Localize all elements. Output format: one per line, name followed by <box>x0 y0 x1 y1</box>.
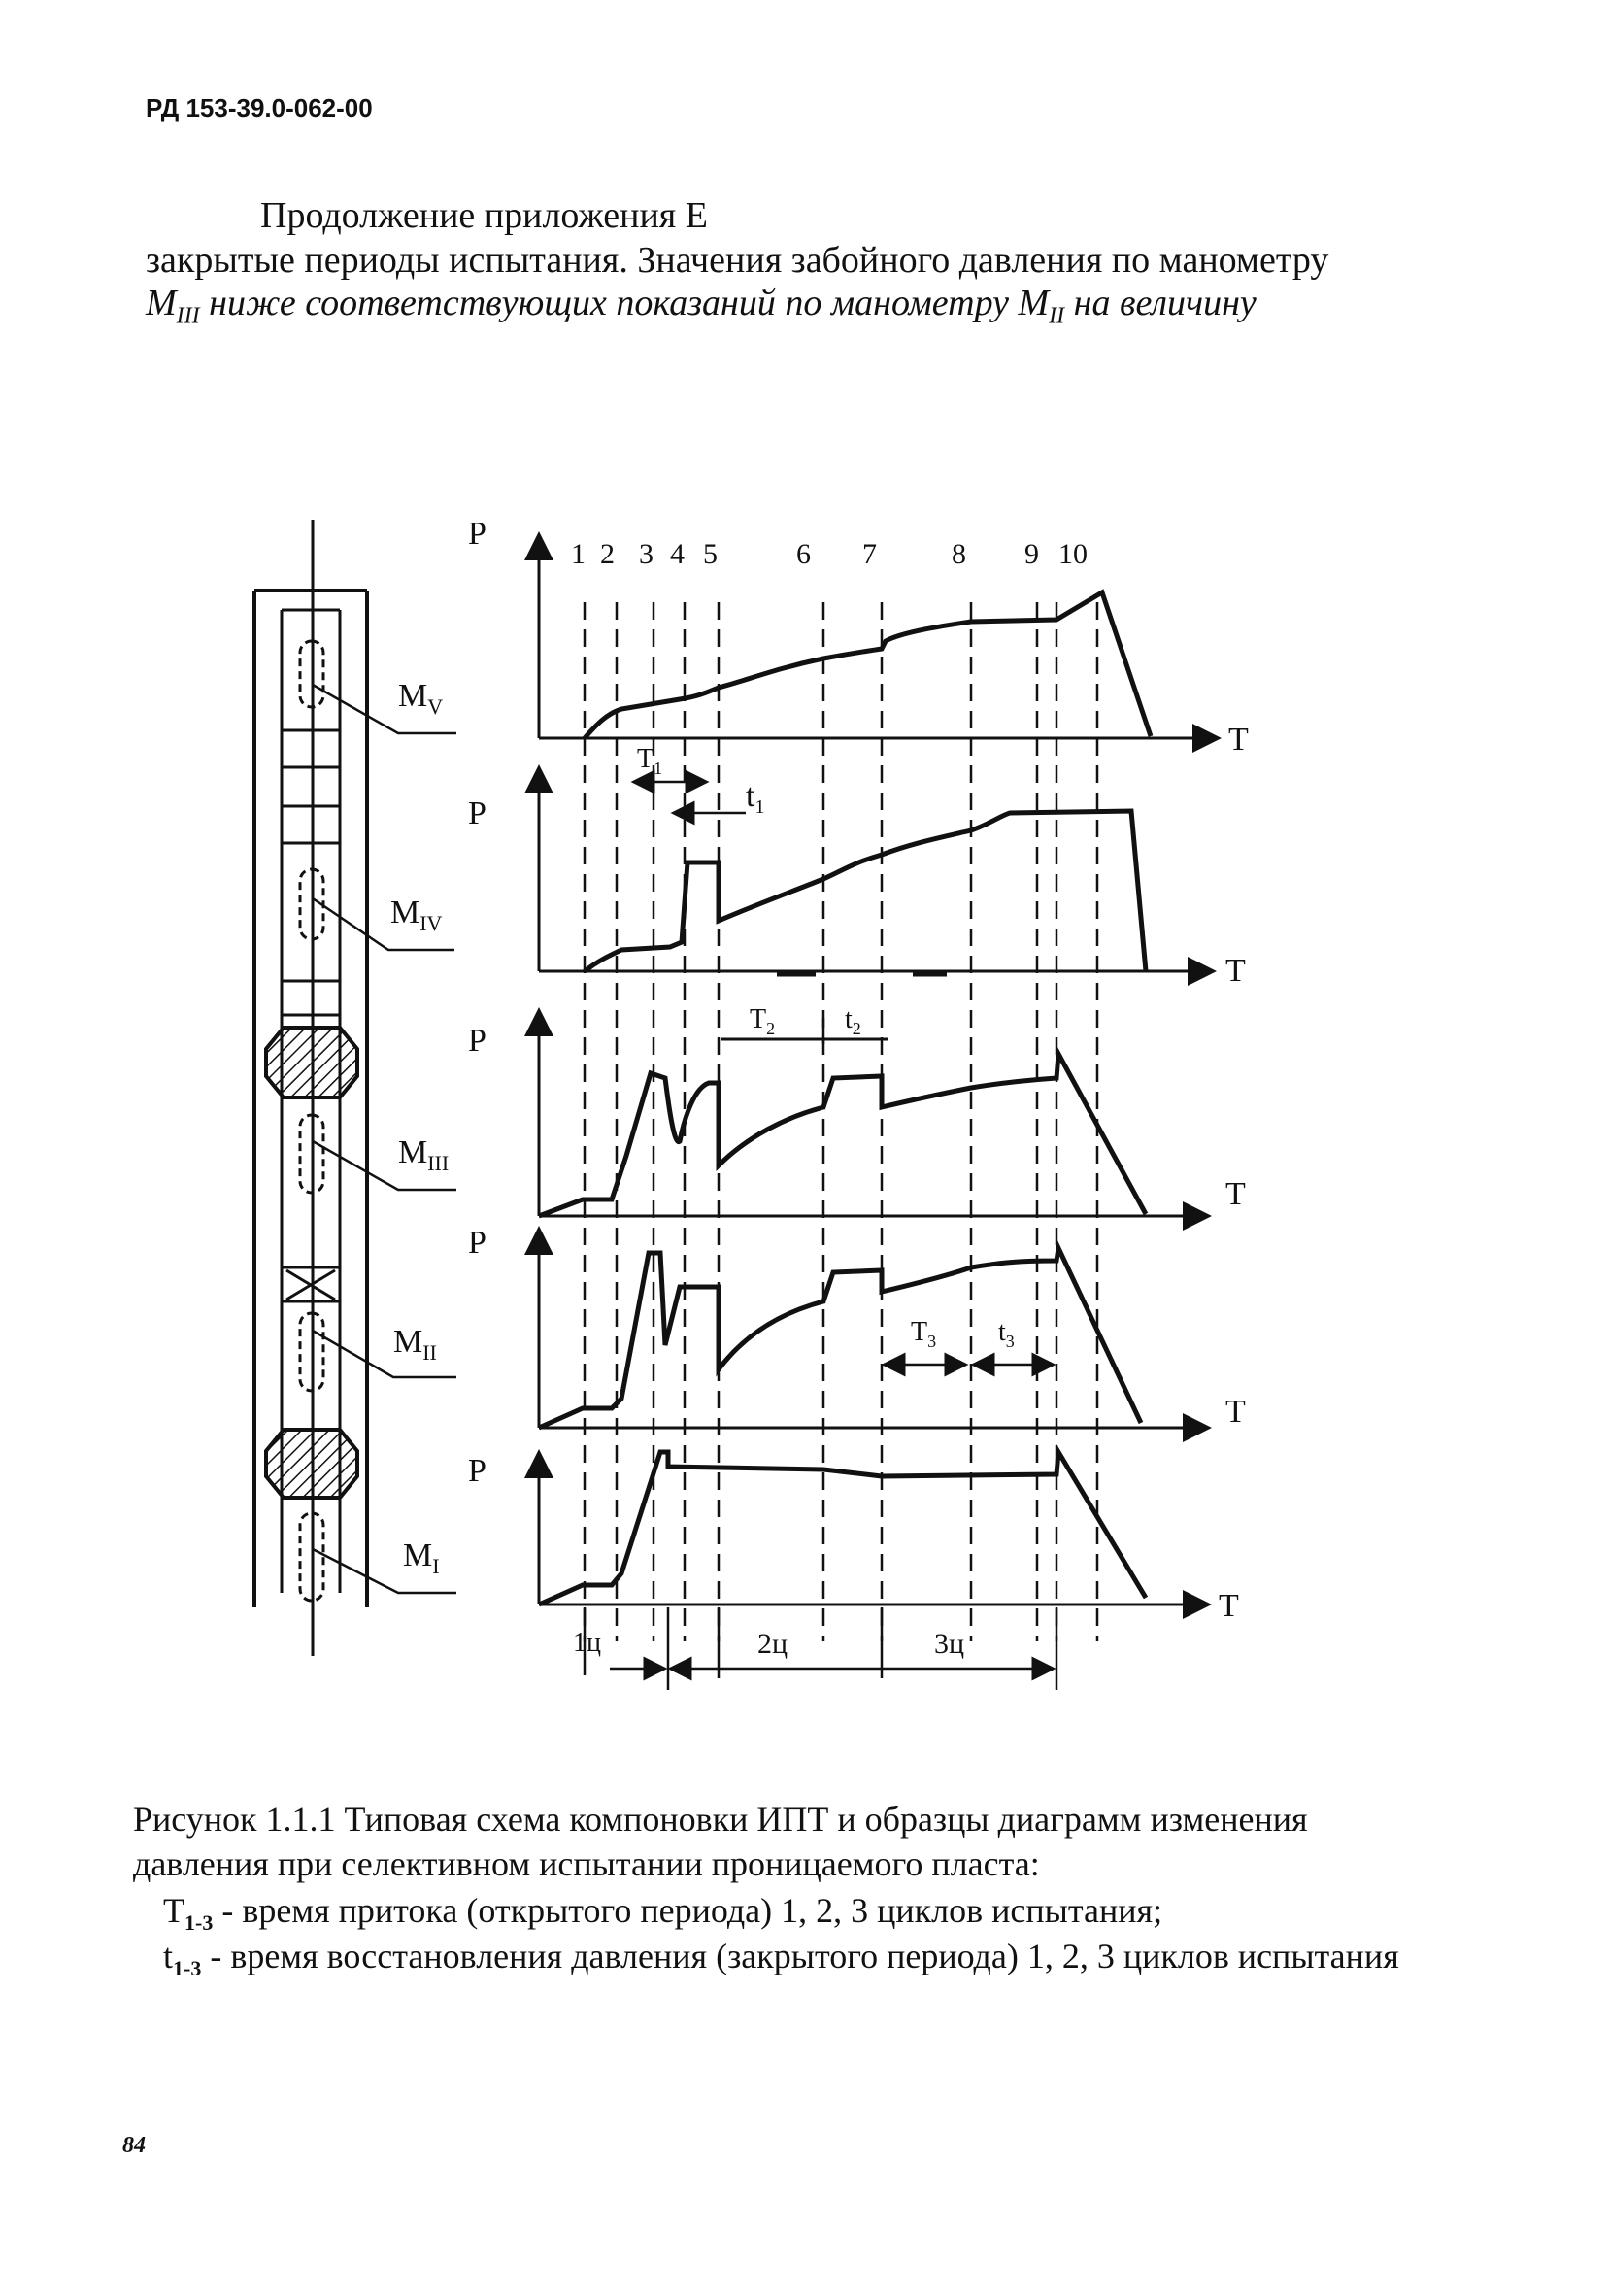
interval-t3: $t_3$ <box>998 1317 1015 1351</box>
packer-upper <box>266 1028 357 1097</box>
axis-y-label-5: P <box>468 1453 486 1489</box>
moment-4: 4 <box>670 538 685 570</box>
moment-6: 6 <box>796 538 811 570</box>
caption-line-3-main: T <box>163 1891 184 1930</box>
interval-3 <box>884 1317 1054 1365</box>
caption-line-3-sub: 1-3 <box>184 1910 214 1936</box>
axis-x-label-5: T <box>1219 1588 1239 1624</box>
interval-T1: $T_1$ <box>637 744 663 778</box>
valve-symbol <box>286 1270 335 1300</box>
pressure-curve-miv <box>585 811 1146 971</box>
axis-y-label-4: P <box>468 1225 486 1261</box>
moment-3: 3 <box>639 538 654 570</box>
gauge-label-ii: $M_{II}$ <box>393 1324 437 1365</box>
interval-T3: $T_3$ <box>911 1317 937 1351</box>
caption-line-2: давления при селективном испытании проницаемого пласта: <box>133 1844 1040 1883</box>
moment-8: 8 <box>952 538 966 570</box>
axis-x-label-1: T <box>1228 722 1249 758</box>
moment-9: 9 <box>1024 538 1039 570</box>
cycle-label-1: 1ц <box>573 1628 601 1658</box>
body-text-line-1: закрытые периоды испытания. Значения забойного давления по манометру <box>146 240 1329 281</box>
caption-line-3 <box>163 1890 1162 1936</box>
axis-x-label-2: T <box>1225 953 1246 989</box>
caption-line-4-main: t <box>163 1937 174 1975</box>
moment-10: 10 <box>1058 538 1088 570</box>
moment-7: 7 <box>862 538 877 570</box>
interval-t2: $t_2$ <box>845 1004 861 1038</box>
axis-y-label-2: P <box>468 795 486 831</box>
pressure-curve-mii <box>539 1248 1141 1428</box>
axis-x-label-3: T <box>1225 1176 1246 1212</box>
axis-x-label-4: T <box>1225 1394 1246 1430</box>
interval-T2: $T_2$ <box>750 1004 776 1038</box>
axis-y-label-3: P <box>468 1023 486 1059</box>
pressure-curve-mi <box>539 1452 1146 1604</box>
body-line-2-suffix: на величину <box>1064 283 1257 323</box>
cycle-label-3: 3ц <box>934 1628 965 1660</box>
body-line-2-mid: ниже соответствующих показаний по манометру М <box>199 283 1050 323</box>
gauge-label-i: $M_I$ <box>403 1537 440 1578</box>
caption-line-4-sub: 1-3 <box>173 1956 202 1981</box>
cycle-dimensions <box>573 1607 1056 1690</box>
document-code: РД 153-39.0-062-00 <box>146 93 373 122</box>
continuation-title: Продолжение приложения Е <box>260 195 708 236</box>
gauge-label-v: $M_V$ <box>398 678 444 719</box>
pressure-diagrams <box>468 516 1249 1690</box>
axis-y-label-1: P <box>468 516 486 552</box>
moment-labels <box>571 538 1088 570</box>
gauge-label-iv: $M_{IV}$ <box>390 895 443 935</box>
caption-line-1: Рисунок 1.1.1 Типовая схема компоновки ИПТ и образцы диаграмм изменения <box>133 1800 1308 1839</box>
moment-2: 2 <box>600 538 615 570</box>
moment-5: 5 <box>703 538 718 570</box>
caption-line-4-rest: - время восстановления давления (закрытого периода) 1, 2, 3 циклов испытания <box>201 1937 1399 1975</box>
interval-t1: $t_1$ <box>746 778 765 818</box>
caption-line-3-rest: - время притока (открытого периода) 1, 2, 3 циклов испытания; <box>213 1891 1163 1930</box>
pressure-curve-miii <box>539 1054 1146 1216</box>
pressure-curve-mv <box>585 592 1151 738</box>
cycle-label-2: 2ц <box>757 1628 788 1660</box>
body-line-2-sub: III <box>176 303 200 329</box>
packer-lower <box>266 1430 357 1498</box>
body-line-2-prefix: М <box>146 283 177 323</box>
body-line-2-sub2: II <box>1049 303 1065 329</box>
moment-1: 1 <box>571 538 586 570</box>
page-number: 84 <box>122 2133 146 2158</box>
caption-line-4 <box>163 1936 1399 1981</box>
gauge-label-iii: $M_{III}$ <box>398 1134 450 1175</box>
interval-2 <box>721 1004 888 1044</box>
tool-string-schematic <box>254 520 456 1656</box>
